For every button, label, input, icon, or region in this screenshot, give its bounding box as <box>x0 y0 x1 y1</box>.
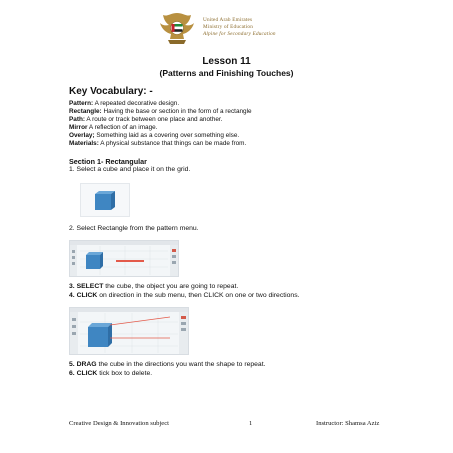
step-1 <box>69 166 190 173</box>
pattern-menu-screenshot <box>69 240 179 277</box>
vocab-term: Rectangle: <box>69 108 102 115</box>
step-4 <box>69 292 299 299</box>
step-2 <box>69 225 199 232</box>
vocab-item-mirror <box>69 124 157 132</box>
step-keyword: DRAG <box>76 361 97 368</box>
vocab-item-materials <box>69 140 246 148</box>
step-number: 2. <box>69 225 75 232</box>
vocab-term: Pattern: <box>69 100 94 107</box>
lesson-subtitle: (Patterns and Finishing Touches) <box>159 68 294 78</box>
ministry-line-3: Alpine for Secondary Education <box>203 31 276 37</box>
step-number: 5. <box>69 361 75 368</box>
lesson-title: Lesson 11 <box>202 56 251 67</box>
step-number: 3. <box>69 283 75 290</box>
vocab-item-overlay <box>69 132 239 140</box>
section-heading: Section 1- Rectangular <box>69 157 147 166</box>
step-text: the cube in the directions you want the shape to repeat. <box>96 361 266 368</box>
vocab-item-rectangle <box>69 108 252 116</box>
step-number: 4. <box>69 292 75 299</box>
step-number: 6. <box>69 370 75 377</box>
step-5 <box>69 361 265 368</box>
vocab-term: Materials: <box>69 140 99 147</box>
step-6 <box>69 370 152 377</box>
vocab-definition: A physical substance that things can be made from. <box>98 140 247 147</box>
step-3 <box>69 283 238 290</box>
vocab-definition: A reflection of an image. <box>87 124 158 131</box>
vocab-definition: Something laid as a covering over something else. <box>94 132 240 139</box>
vocab-term: Overlay; <box>69 132 95 139</box>
step-keyword: SELECT <box>76 283 104 290</box>
vocab-item-pattern <box>69 100 179 108</box>
ministry-line-1: United Arab Emirates <box>203 17 253 23</box>
vocab-term: Mirror <box>69 124 88 131</box>
step-text: Select a cube and place it on the grid. <box>74 166 191 173</box>
vocabulary-heading: Key Vocabulary: - <box>69 86 153 97</box>
ministry-line-2: Ministry of Education <box>203 24 254 30</box>
vocab-definition: Having the base or section in the form of a rectangle <box>101 108 252 115</box>
footer-subject: Creative Design & Innovation subject <box>69 420 169 427</box>
vocab-definition: A repeated decorative design. <box>93 100 180 107</box>
direction-drag-screenshot <box>69 307 189 355</box>
step-number: 1. <box>69 166 75 173</box>
cube-on-grid-screenshot <box>80 183 130 217</box>
vocab-definition: A route or track between one place and another. <box>84 116 223 123</box>
step-text: on direction in the sub menu, then CLICK on one or two directions. <box>97 292 300 299</box>
vocab-item-path <box>69 116 222 124</box>
step-keyword: CLICK <box>76 292 98 299</box>
step-keyword: CLICK <box>76 370 98 377</box>
uae-emblem-logo <box>157 9 197 47</box>
vocab-term: Path: <box>69 116 85 123</box>
step-text: Select Rectangle from the pattern menu. <box>74 225 199 232</box>
footer-instructor: Instructor: Shamsa Aziz <box>316 420 380 427</box>
footer-page-number: 1 <box>249 420 253 427</box>
step-text: tick box to delete. <box>97 370 153 377</box>
step-text: the cube, the object you are going to repeat. <box>103 283 239 290</box>
